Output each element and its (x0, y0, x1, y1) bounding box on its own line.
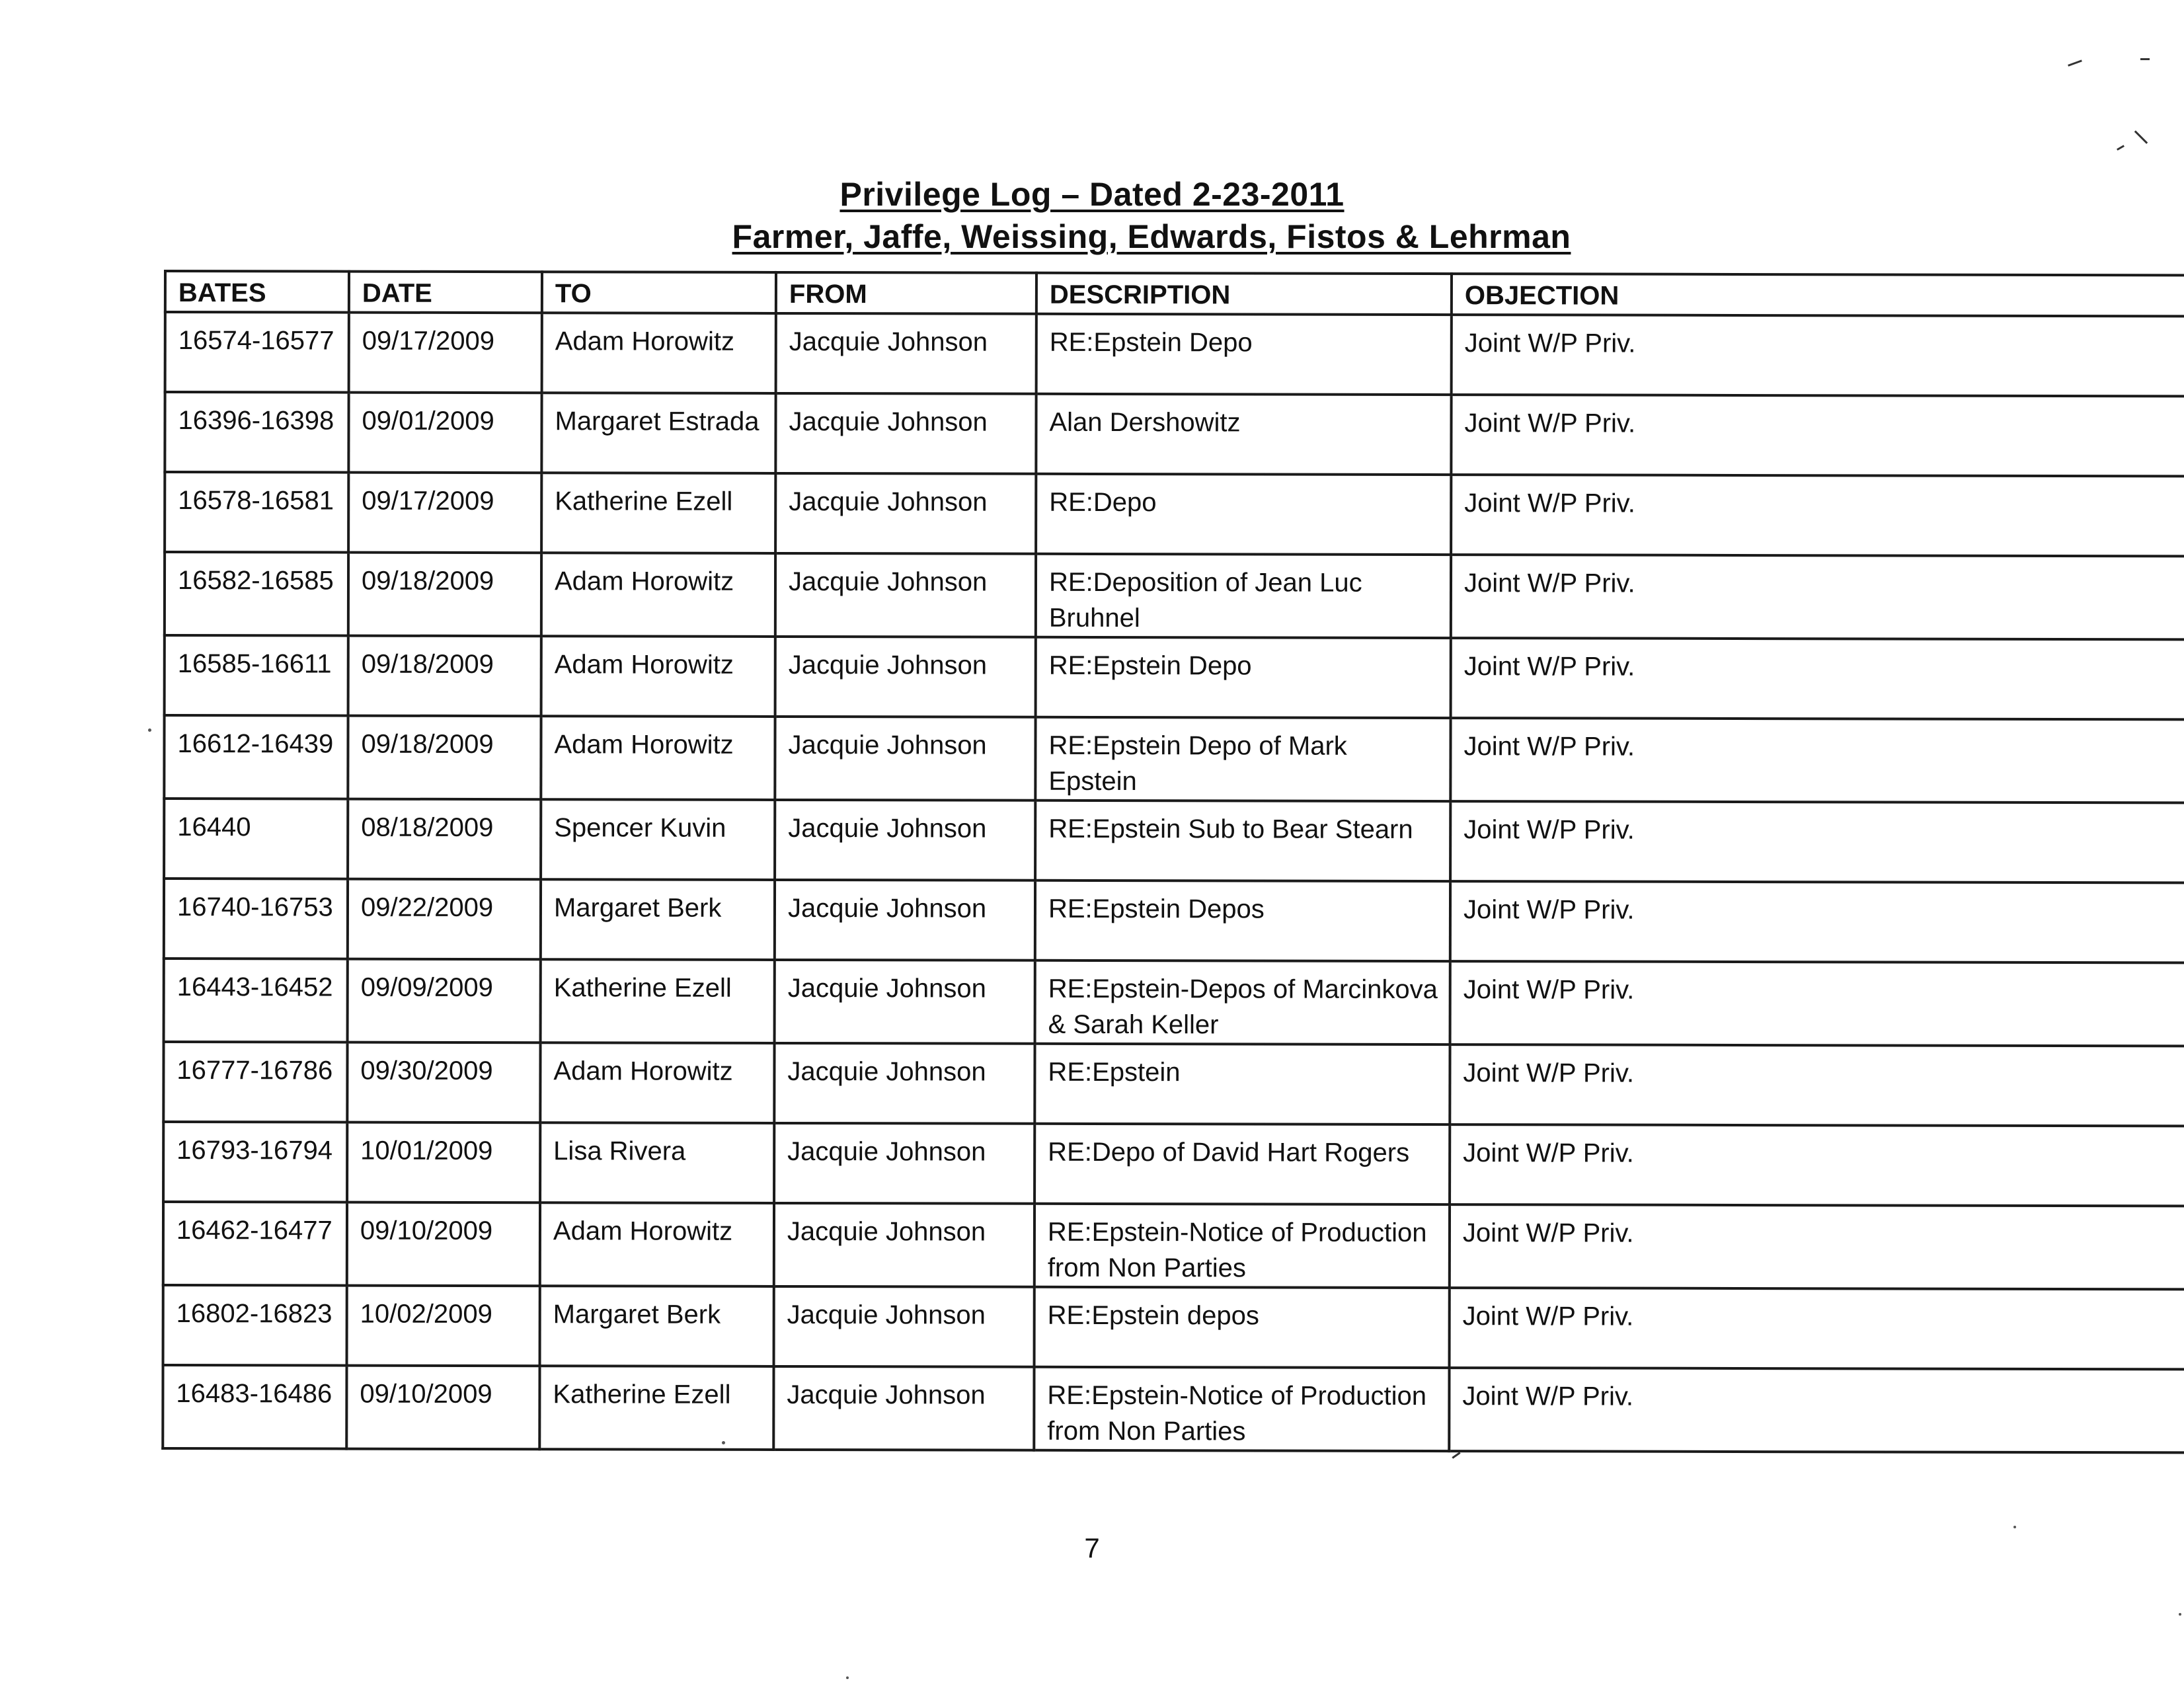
date-cell: 09/10/2009 (346, 1366, 539, 1450)
date-cell: 10/01/2009 (347, 1122, 540, 1203)
objection-cell: Joint W/P Priv. (1450, 801, 2184, 883)
date-cell: 09/18/2009 (348, 636, 541, 717)
scan-speck (2179, 1613, 2181, 1616)
scan-speck (722, 1441, 725, 1444)
description-cell: RE:Epstein Depo of Mark Epstein (1035, 717, 1450, 801)
table-row (165, 635, 2184, 719)
from-cell: Jacquie Johnson (774, 1286, 1034, 1367)
table-row (163, 1122, 2184, 1206)
table-row (163, 1285, 2184, 1369)
date-cell: 09/22/2009 (348, 879, 541, 960)
to-cell: Margaret Berk (540, 1286, 774, 1366)
from-cell: Jacquie Johnson (775, 473, 1036, 554)
bates-cell: 16483-16486 (163, 1365, 346, 1449)
document-subtitle: Farmer, Jaffe, Weissing, Edwards, Fistos & Lehrman (732, 218, 1571, 255)
date-cell: 10/02/2009 (347, 1286, 540, 1366)
objection-cell: Joint W/P Priv. (1452, 315, 2184, 396)
bates-cell: 16585-16611 (165, 635, 348, 716)
date-cell: 09/09/2009 (348, 959, 541, 1043)
description-cell: Alan Dershowitz (1036, 394, 1451, 475)
to-cell: Margaret Berk (541, 879, 775, 960)
from-cell: Jacquie Johnson (775, 717, 1035, 801)
bates-cell: 16440 (164, 799, 348, 879)
page-number: 7 (1084, 1532, 1100, 1563)
to-cell: Katherine Ezell (539, 1366, 773, 1450)
description-cell: RE:Epstein (1034, 1044, 1450, 1124)
table-row (165, 472, 2184, 556)
description-cell: RE:Deposition of Jean Luc Bruhnel (1036, 554, 1451, 638)
from-cell: Jacquie Johnson (774, 1043, 1034, 1124)
description-cell: RE:Depo of David Hart Rogers (1034, 1124, 1450, 1204)
bates-cell: 16443-16452 (164, 959, 348, 1042)
document-title: Privilege Log – Dated 2-23-2011 (839, 176, 1345, 213)
to-cell: Adam Horowitz (540, 1202, 774, 1286)
description-cell: RE:Epstein Depos (1035, 881, 1450, 961)
bates-cell: 16802-16823 (163, 1285, 347, 1366)
description-cell: RE:Epstein Depo (1036, 314, 1452, 395)
description-cell: RE:Epstein-Notice of Production from Non Parties (1034, 1367, 1449, 1451)
objection-cell: Joint W/P Priv. (1450, 718, 2184, 803)
from-cell: Jacquie Johnson (775, 553, 1036, 637)
description-cell: RE:Epstein Sub to Bear Stearn (1035, 801, 1450, 881)
description-cell: RE:Depo (1036, 474, 1451, 555)
scan-speck (2013, 1526, 2016, 1528)
column-header-to: TO (542, 272, 776, 313)
column-header-bates: BATES (165, 271, 349, 313)
table-row (165, 552, 2184, 639)
scan-mark (2117, 145, 2125, 151)
column-header-from: FROM (776, 272, 1036, 314)
bates-cell: 16574-16577 (165, 312, 349, 393)
to-cell: Katherine Ezell (541, 959, 775, 1043)
from-cell: Jacquie Johnson (773, 1366, 1034, 1450)
scan-speck (846, 1676, 849, 1679)
scan-speck (148, 728, 151, 732)
from-cell: Jacquie Johnson (776, 313, 1036, 394)
date-cell: 08/18/2009 (348, 799, 541, 880)
scan-mark (2140, 58, 2150, 60)
column-header-objection: OBJECTION (1452, 274, 2184, 316)
date-cell: 09/10/2009 (347, 1202, 540, 1286)
table-row (164, 715, 2184, 803)
to-cell: Adam Horowitz (542, 313, 776, 393)
to-cell: Adam Horowitz (540, 1042, 774, 1123)
objection-cell: Joint W/P Priv. (1450, 961, 2184, 1046)
objection-cell: Joint W/P Priv. (1450, 1288, 2184, 1369)
scan-mark (2068, 59, 2082, 66)
bates-cell: 16612-16439 (164, 715, 348, 799)
to-cell: Adam Horowitz (541, 636, 775, 717)
objection-cell: Joint W/P Priv. (1450, 1204, 2184, 1289)
description-cell: RE:Epstein-Depos of Marcinkova & Sarah Keller (1035, 961, 1450, 1044)
table-row (164, 799, 2184, 883)
bates-cell: 16578-16581 (165, 472, 348, 553)
scan-mark (2134, 130, 2148, 144)
description-cell: RE:Epstein depos (1034, 1287, 1450, 1368)
column-header-description: DESCRIPTION (1036, 273, 1452, 315)
date-cell: 09/17/2009 (348, 473, 541, 553)
objection-cell: Joint W/P Priv. (1451, 475, 2184, 556)
date-cell: 09/01/2009 (348, 393, 541, 473)
from-cell: Jacquie Johnson (774, 1203, 1034, 1287)
objection-cell: Joint W/P Priv. (1451, 395, 2184, 476)
description-cell: RE:Epstein Depo (1036, 637, 1451, 718)
objection-cell: Joint W/P Priv. (1451, 638, 2184, 719)
bates-cell: 16462-16477 (163, 1202, 347, 1286)
bates-cell: 16793-16794 (163, 1122, 347, 1202)
table-row (165, 312, 2184, 396)
from-cell: Jacquie Johnson (775, 960, 1035, 1044)
objection-cell: Joint W/P Priv. (1450, 1044, 2184, 1126)
table-row (163, 1042, 2184, 1126)
objection-cell: Joint W/P Priv. (1449, 1368, 2184, 1452)
bates-cell: 16396-16398 (165, 392, 348, 473)
to-cell: Katherine Ezell (541, 473, 775, 553)
objection-cell: Joint W/P Priv. (1451, 555, 2184, 639)
date-cell: 09/18/2009 (348, 716, 541, 800)
from-cell: Jacquie Johnson (775, 393, 1036, 474)
date-cell: 09/30/2009 (347, 1042, 540, 1123)
from-cell: Jacquie Johnson (775, 800, 1035, 881)
objection-cell: Joint W/P Priv. (1450, 881, 2184, 962)
from-cell: Jacquie Johnson (774, 1123, 1034, 1204)
from-cell: Jacquie Johnson (775, 637, 1036, 717)
scan-mark (1452, 1452, 1460, 1458)
bates-cell: 16582-16585 (165, 552, 348, 636)
date-cell: 09/18/2009 (348, 553, 541, 637)
privilege-log-table (161, 270, 2184, 1454)
objection-cell: Joint W/P Priv. (1450, 1124, 2184, 1206)
table-row (163, 1202, 2184, 1289)
date-cell: 09/17/2009 (349, 313, 542, 393)
to-cell: Lisa Rivera (540, 1122, 774, 1203)
column-header-date: DATE (349, 272, 542, 313)
to-cell: Adam Horowitz (541, 716, 775, 800)
to-cell: Spencer Kuvin (541, 799, 775, 880)
bates-cell: 16740-16753 (164, 879, 348, 959)
document-header (0, 173, 2184, 258)
table-row (163, 1365, 2184, 1452)
table-row (165, 392, 2184, 476)
bates-cell: 16777-16786 (163, 1042, 347, 1122)
description-cell: RE:Epstein-Notice of Production from Non Parties (1034, 1204, 1450, 1288)
to-cell: Margaret Estrada (541, 393, 775, 473)
from-cell: Jacquie Johnson (775, 880, 1035, 961)
header-row (165, 271, 2184, 316)
table-row (164, 879, 2184, 962)
table-row (164, 959, 2184, 1046)
to-cell: Adam Horowitz (541, 553, 775, 637)
